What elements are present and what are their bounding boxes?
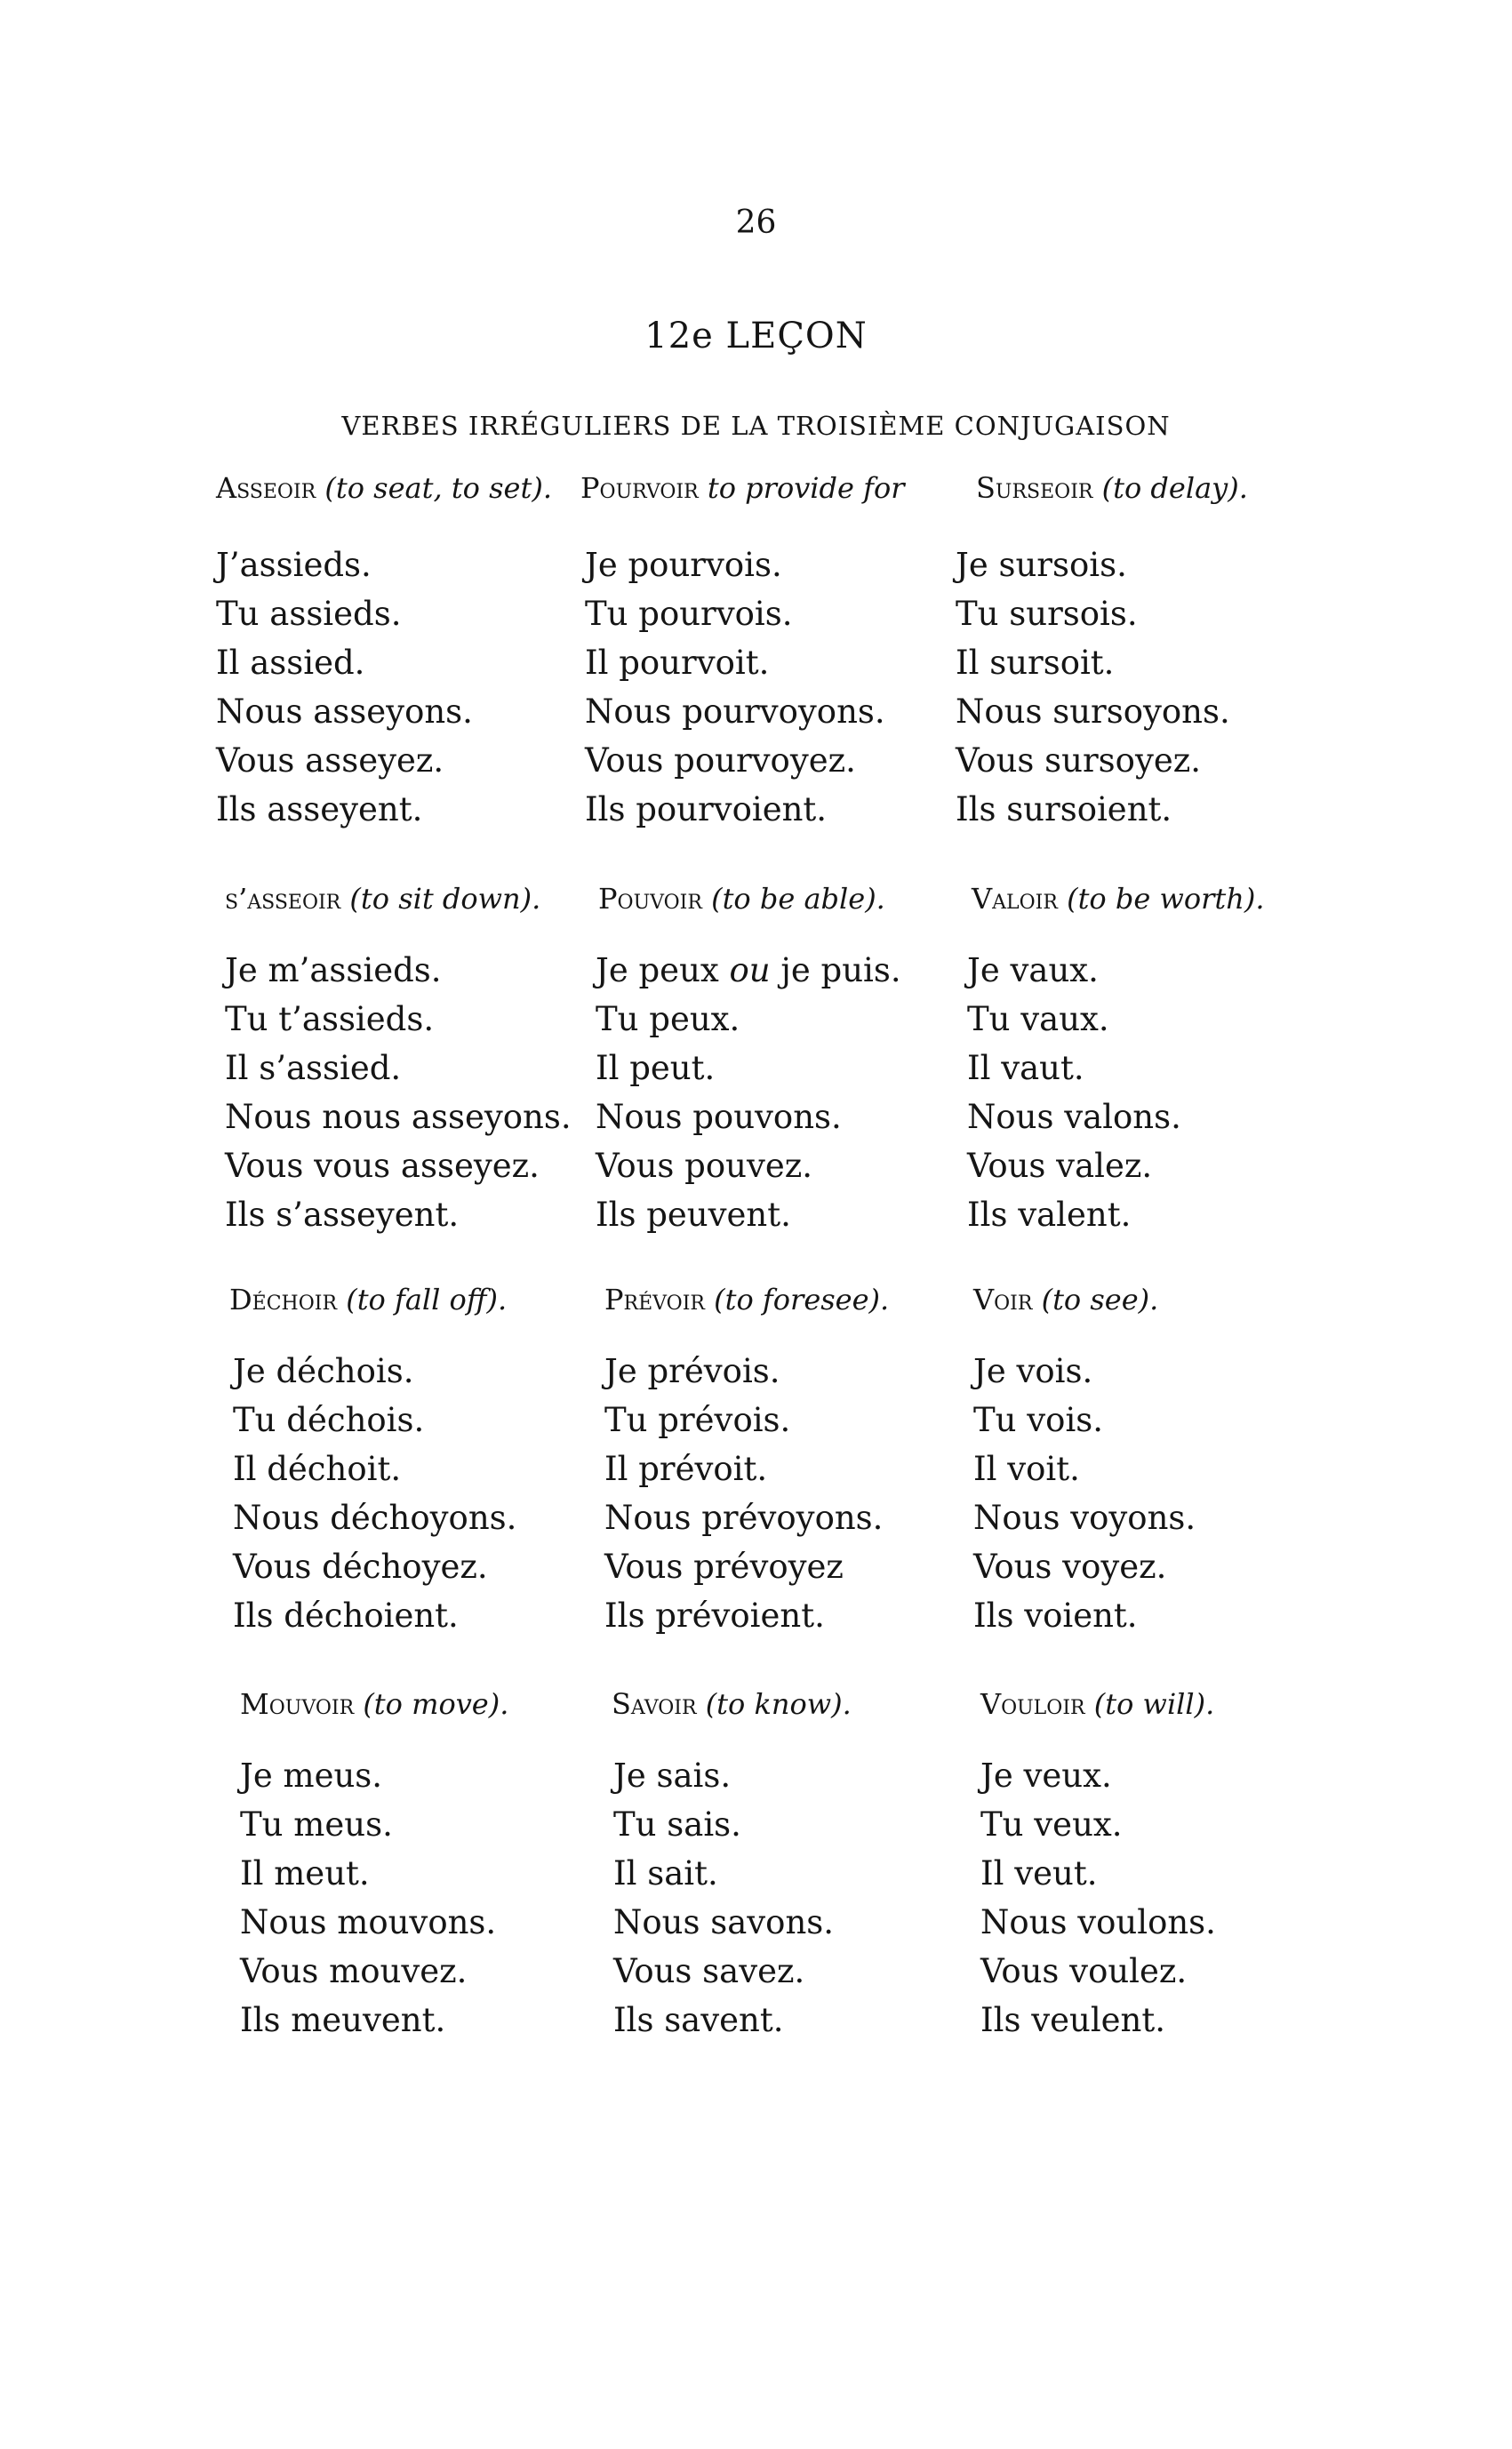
verb-gloss: (to be worth). bbox=[1067, 882, 1265, 916]
verb-gloss: (to fall off). bbox=[346, 1283, 508, 1317]
conjugation-list bbox=[967, 946, 1181, 1239]
conjugation-form: Tu prévois. bbox=[604, 1401, 791, 1439]
conjugation-list bbox=[585, 540, 885, 834]
conjugation-form: Vous pouvez. bbox=[596, 1147, 813, 1185]
verb-heading bbox=[604, 1283, 889, 1317]
verb-heading bbox=[598, 882, 885, 916]
conjugation-form: Ils sursoient. bbox=[956, 790, 1172, 828]
conjugation-form: Il déchoit. bbox=[233, 1450, 402, 1488]
verb-heading bbox=[976, 471, 1248, 505]
verb-heading bbox=[580, 471, 905, 505]
verb-heading bbox=[229, 1283, 507, 1317]
conjugation-form: Ils pourvoient. bbox=[585, 790, 828, 828]
conjugation-form: Tu déchois. bbox=[233, 1401, 425, 1439]
conjugation-list bbox=[596, 946, 901, 1239]
conjugation-list bbox=[973, 1347, 1196, 1640]
conjugation-form: Il pourvoit. bbox=[585, 644, 770, 682]
conjugation-form: Je vaux. bbox=[967, 951, 1099, 989]
section-title: VERBES IRRÉGULIERS DE LA TROISIÈME CONJUGAISON bbox=[341, 411, 1171, 441]
conjugation-form: J’assieds. bbox=[216, 546, 372, 584]
conjugation-form: Il assied. bbox=[216, 644, 365, 682]
conjugation-form: Nous voulons. bbox=[980, 1903, 1216, 1941]
conjugation-form: Ils valent. bbox=[967, 1196, 1132, 1234]
conjugation-list bbox=[980, 1751, 1216, 2045]
verb-heading bbox=[980, 1687, 1214, 1721]
conjugation-form: Je veux. bbox=[980, 1757, 1112, 1795]
conjugation-form: Je vois. bbox=[973, 1352, 1093, 1390]
verb-name: Asseoir bbox=[216, 471, 316, 505]
conjugation-form: Vous voyez. bbox=[973, 1548, 1167, 1586]
conjugation-form: Nous pourvoyons. bbox=[585, 692, 885, 731]
conjugation-form: Tu meus. bbox=[240, 1805, 393, 1844]
page-number: 26 bbox=[735, 204, 777, 241]
verb-name: Surseoir bbox=[976, 471, 1093, 505]
verb-name: Vouloir bbox=[980, 1687, 1085, 1721]
verb-gloss: to provide for bbox=[707, 471, 905, 505]
verb-heading bbox=[612, 1687, 852, 1721]
verb-gloss: (to move). bbox=[363, 1687, 509, 1721]
conjugation-form: Je déchois. bbox=[233, 1352, 414, 1390]
conjugation-form: Ils voient. bbox=[973, 1597, 1138, 1635]
conjugation-form: Vous valez. bbox=[967, 1147, 1153, 1185]
conjugation-list bbox=[956, 540, 1230, 834]
conjugation-form: Je meus. bbox=[240, 1757, 383, 1795]
verb-heading bbox=[225, 882, 540, 916]
verb-gloss: (to see). bbox=[1041, 1283, 1159, 1317]
conjugation-form: Il vaut. bbox=[967, 1049, 1084, 1087]
lesson-title: 12e LEÇON bbox=[644, 316, 868, 356]
conjugation-form: Il peut. bbox=[596, 1049, 716, 1087]
conjugation-form: Nous déchoyons. bbox=[233, 1499, 517, 1537]
conjugation-form: Tu pourvois. bbox=[585, 595, 793, 633]
conjugation-form: Tu vaux. bbox=[967, 1000, 1109, 1038]
verb-heading bbox=[240, 1687, 508, 1721]
conjugation-list bbox=[604, 1347, 883, 1640]
conjugation-form: Vous voulez. bbox=[980, 1952, 1188, 1990]
verb-name: Mouvoir bbox=[240, 1687, 355, 1721]
conjugation-form: Vous prévoyez bbox=[604, 1548, 844, 1586]
conjugation-list bbox=[225, 946, 572, 1239]
verb-heading bbox=[216, 471, 552, 505]
conjugation-form: Je sursois. bbox=[956, 546, 1127, 584]
conjugation-form: Vous sursoyez. bbox=[956, 741, 1202, 780]
conjugation-form: Tu sursois. bbox=[956, 595, 1138, 633]
verb-heading bbox=[972, 882, 1265, 916]
conjugation-list bbox=[233, 1347, 516, 1640]
verb-name: Pourvoir bbox=[580, 471, 699, 505]
conjugation-form: Il sait. bbox=[613, 1854, 718, 1893]
conjugation-form: Il veut. bbox=[980, 1854, 1098, 1893]
conjugation-form: Ils s’asseyent. bbox=[225, 1196, 460, 1234]
conjugation-form: Nous prévoyons. bbox=[604, 1499, 884, 1537]
conjugation-form: Nous valons. bbox=[967, 1098, 1181, 1136]
conjugation-form: Ils savent. bbox=[613, 2001, 784, 2039]
conjugation-form: Vous vous asseyez. bbox=[225, 1147, 540, 1185]
verb-gloss: (to foresee). bbox=[714, 1283, 890, 1317]
conjugation-form: Il voit. bbox=[973, 1450, 1080, 1488]
conjugation-form: Vous savez. bbox=[613, 1952, 805, 1990]
conjugation-form: Tu assieds. bbox=[216, 595, 402, 633]
verb-gloss: (to sit down). bbox=[349, 882, 541, 916]
conjugation-form: Nous asseyons. bbox=[216, 692, 473, 731]
conjugation-form: Tu veux. bbox=[980, 1805, 1123, 1844]
verb-gloss: (to be able). bbox=[711, 882, 885, 916]
conjugation-form: Tu peux. bbox=[596, 1000, 740, 1038]
conjugation-form: Je m’assieds. bbox=[225, 951, 442, 989]
conjugation-form: Il meut. bbox=[240, 1854, 370, 1893]
conjugation-form: Il sursoit. bbox=[956, 644, 1115, 682]
conjugation-form: Je sais. bbox=[613, 1757, 732, 1795]
conjugation-form: Vous mouvez. bbox=[240, 1952, 468, 1990]
verb-name: Voir bbox=[973, 1283, 1033, 1317]
conjugation-form: Ils prévoient. bbox=[604, 1597, 825, 1635]
verb-name: Pouvoir bbox=[598, 882, 702, 916]
verb-gloss: (to know). bbox=[705, 1687, 852, 1721]
conjugation-form: Je peux ou je puis. bbox=[596, 951, 901, 989]
verb-name: Prévoir bbox=[604, 1283, 705, 1317]
verb-name: Savoir bbox=[612, 1687, 697, 1721]
conjugation-list bbox=[613, 1751, 834, 2045]
verb-gloss: (to seat, to set). bbox=[324, 471, 552, 505]
conjugation-list bbox=[216, 540, 473, 834]
conjugation-form: Je pourvois. bbox=[585, 546, 782, 584]
conjugation-form: Tu vois. bbox=[973, 1401, 1104, 1439]
conjugation-form: Tu sais. bbox=[613, 1805, 741, 1844]
conjugation-form: Tu t’assieds. bbox=[225, 1000, 435, 1038]
conjugation-form: Je prévois. bbox=[604, 1352, 780, 1390]
verb-name: s’asseoir bbox=[225, 882, 341, 916]
conjugation-form: Ils déchoient. bbox=[233, 1597, 459, 1635]
conjugation-form: Ils peuvent. bbox=[596, 1196, 791, 1234]
verb-gloss: (to will). bbox=[1093, 1687, 1215, 1721]
conjugation-form: Il s’assied. bbox=[225, 1049, 402, 1087]
conjugation-form: Nous pouvons. bbox=[596, 1098, 842, 1136]
conjugation-form: Ils meuvent. bbox=[240, 2001, 446, 2039]
conjugation-form: Ils veulent. bbox=[980, 2001, 1166, 2039]
conjugation-form: Nous savons. bbox=[613, 1903, 835, 1941]
verb-name: Déchoir bbox=[229, 1283, 338, 1317]
conjugation-form: Nous mouvons. bbox=[240, 1903, 497, 1941]
conjugation-form: Il prévoit. bbox=[604, 1450, 768, 1488]
conjugation-form: Vous pourvoyez. bbox=[585, 741, 856, 780]
conjugation-form: Vous asseyez. bbox=[216, 741, 444, 780]
verb-gloss: (to delay). bbox=[1101, 471, 1248, 505]
conjugation-form: Nous sursoyons. bbox=[956, 692, 1230, 731]
conjugation-form: Vous déchoyez. bbox=[233, 1548, 488, 1586]
verb-name: Valoir bbox=[972, 882, 1058, 916]
verb-heading bbox=[973, 1283, 1158, 1317]
conjugation-list bbox=[240, 1751, 496, 2045]
conjugation-form: Nous nous asseyons. bbox=[225, 1098, 572, 1136]
conjugation-form: Nous voyons. bbox=[973, 1499, 1196, 1537]
conjugation-form: Ils asseyent. bbox=[216, 790, 423, 828]
